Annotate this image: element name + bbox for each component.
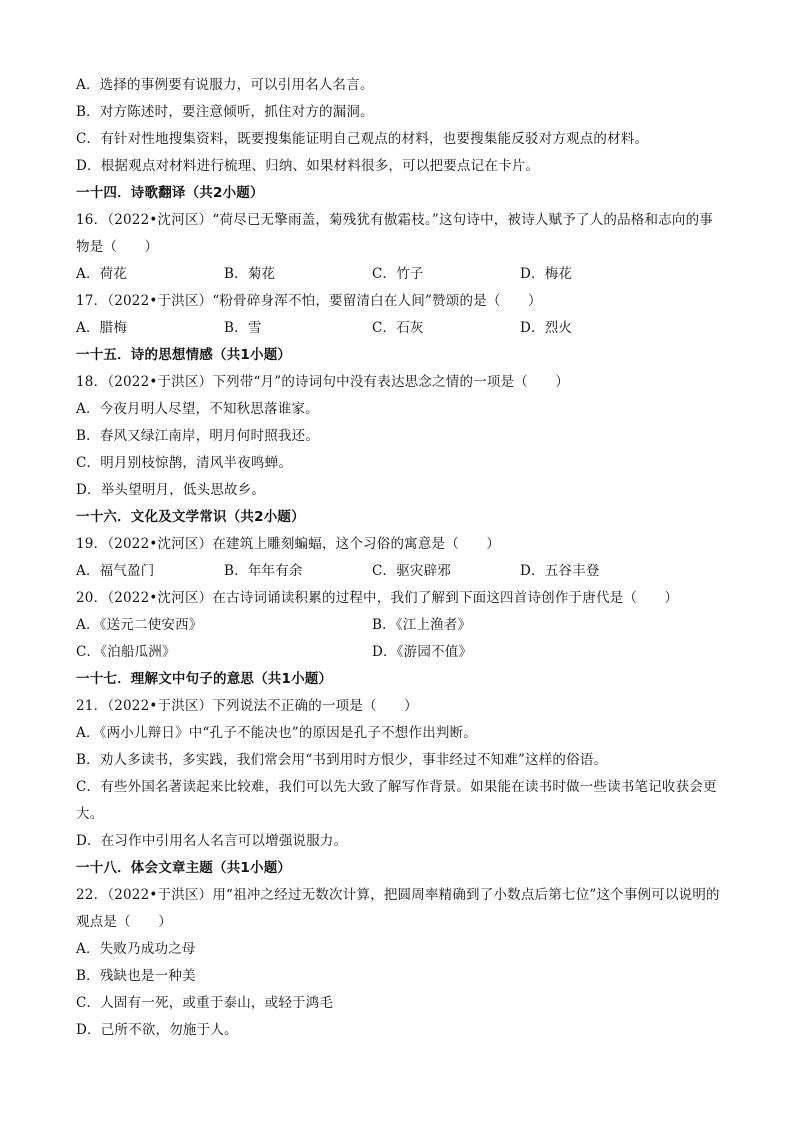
- option-row: [76, 639, 726, 666]
- option: A．选择的事例要有说服力，可以引用名人名言。: [76, 77, 374, 93]
- question-stem: 22．（2022•于洪区）用“祖冲之经过无数次计算，把圆周率精确到了小数点后第七位”这个事例可以说明的观点是（ ）: [76, 887, 720, 930]
- option: D．烈火: [520, 320, 573, 336]
- option: A．今夜月明人尽望，不知秋思落谁家。: [76, 401, 319, 417]
- question-stem: 21．（2022•于洪区）下列说法不正确的一项是（ ）: [76, 698, 418, 714]
- option: B．残缺也是一种美: [76, 968, 196, 984]
- option: B．《江上渔者》: [372, 617, 472, 633]
- question-stem: 20．（2022•沈河区）在古诗词诵读积累的过程中，我们了解到下面这四首诗创作于唐代是（ ）: [76, 590, 679, 606]
- option: D．梅花: [520, 266, 573, 282]
- option: B．劝人多读书，多实践，我们常会用“书到用时方恨少，事非经过不知难”这样的俗语。: [76, 752, 608, 768]
- option: D．己所不欲，勿施于人。: [76, 1022, 238, 1038]
- option: B．春风又绿江南岸，明月何时照我还。: [76, 428, 320, 444]
- option: C．驱灾辟邪: [372, 563, 452, 579]
- option-list: [76, 72, 726, 180]
- option: A．《两小儿辩日》中“孔子不能决也”的原因是孔子不想作出判断。: [76, 725, 478, 741]
- option: B．雪: [224, 320, 262, 336]
- section-heading: 一十七．理解文中句子的意思（共1小题）: [76, 671, 333, 687]
- document-page: [76, 72, 726, 1044]
- option: D．五谷丰登: [520, 563, 600, 579]
- option: B．菊花: [224, 266, 276, 282]
- option: C．有针对性地搜集资料，既要搜集能证明自己观点的材料，也要搜集能反驳对方观点的材料。: [76, 131, 649, 147]
- option: B．对方陈述时，要注意倾听，抓住对方的漏洞。: [76, 104, 374, 120]
- option: D．在习作中引用名人名言可以增强说服力。: [76, 833, 348, 849]
- question-stem: 16．（2022•沈河区）“荷尽已无擎雨盖，菊残犹有傲霜枝。”这句诗中，被诗人赋予了人的品格和志向的事物是（ ）: [76, 212, 713, 255]
- option-row: [76, 315, 726, 342]
- option: A．福气盈门: [76, 563, 155, 579]
- option: A．失败乃成功之母: [76, 941, 196, 957]
- option: C．人固有一死，或重于泰山，或轻于鸿毛: [76, 995, 334, 1011]
- option-row: [76, 261, 726, 288]
- option: A．《送元二使安西》: [76, 617, 203, 633]
- section-heading: 一十八．体会文章主题（共1小题）: [76, 860, 292, 876]
- option-row: [76, 612, 726, 639]
- option: C．《泊船瓜洲》: [76, 644, 176, 660]
- section-heading: 一十六．文化及文学常识（共2小题）: [76, 509, 305, 525]
- question-stem: 18．（2022•于洪区）下列带“月”的诗词句中没有表达思念之情的一项是（ ）: [76, 374, 570, 390]
- option: C．明月别枝惊鹊，清风半夜鸣蝉。: [76, 455, 293, 471]
- option: C．有些外国名著读起来比较难，我们可以先大致了解写作背景。如果能在读书时做一些读书笔记收获会更大。: [76, 779, 717, 822]
- option: C．石灰: [372, 320, 424, 336]
- option: D．根据观点对材料进行梳理、归纳、如果材料很多，可以把要点记在卡片。: [76, 158, 540, 174]
- option: D．举头望明月，低头思故乡。: [76, 482, 266, 498]
- question-stem: 17．（2022•于洪区）“粉骨碎身浑不怕，要留清白在人间”赞颂的是（ ）: [76, 293, 542, 309]
- option: B．年年有余: [224, 563, 303, 579]
- option: A．腊梅: [76, 320, 128, 336]
- option: D．《游园不值》: [372, 644, 473, 660]
- option-row: [76, 558, 726, 585]
- option: C．竹子: [372, 266, 424, 282]
- question-stem: 19．（2022•沈河区）在建筑上雕刻蝙蝠，这个习俗的寓意是（ ）: [76, 536, 501, 552]
- section-heading: 一十五．诗的思想情感（共1小题）: [76, 347, 292, 363]
- section-heading: 一十四．诗歌翻译（共2小题）: [76, 185, 264, 201]
- option: A．荷花: [76, 266, 128, 282]
